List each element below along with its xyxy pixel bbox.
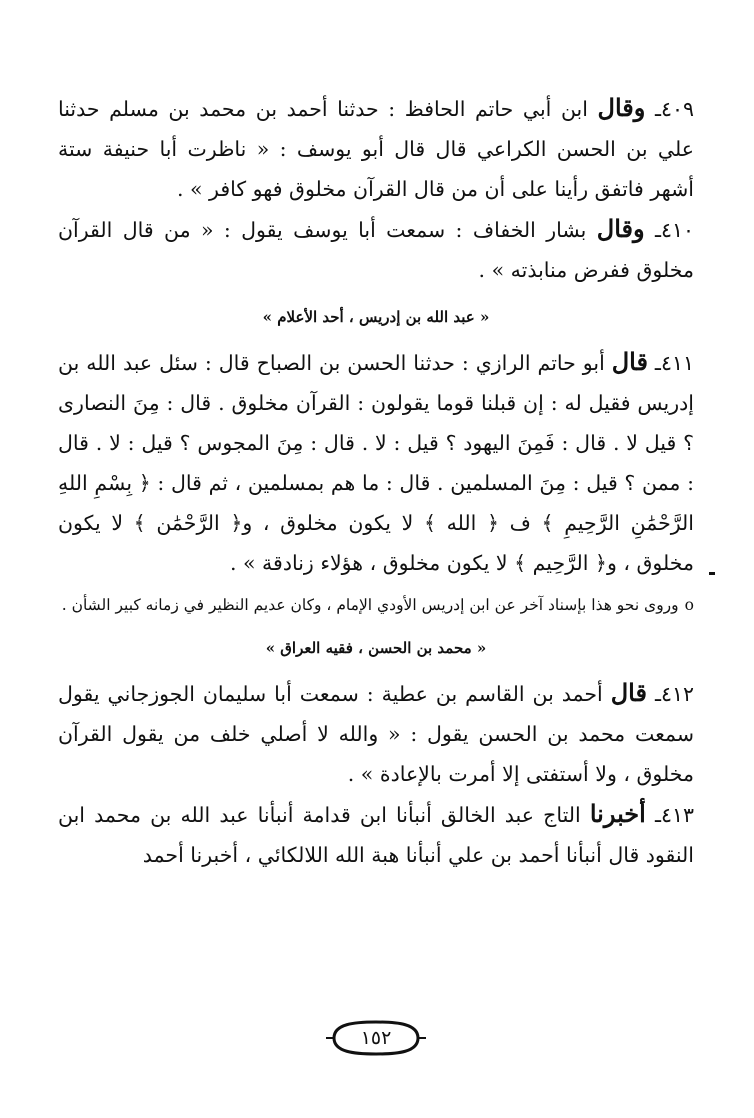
keyword: وقال (597, 93, 646, 122)
keyword: قال (610, 678, 647, 707)
paragraph-412 (58, 673, 694, 794)
keyword: أخبرنا (589, 799, 646, 828)
footnote-text: وروى نحو هذا بإسناد آخر عن ابن إدريس الأودي الإمام ، وكان عديم النظير في زمانه كبير الشأن . (61, 596, 679, 614)
keyword: وقال (596, 214, 645, 243)
paragraph-409 (58, 88, 694, 209)
paragraph-text: ابن أبي حاتم الحافظ : حدثنا أحمد بن محمد بن مسلم حدثنا علي بن الحسن الكراعي قال قال أبو يوسف : « ناظرت أبا حنيفة ستة أشهر فاتفق رأينا على أن من قال القرآن مخلوق فهو كافر » . (58, 97, 694, 201)
paragraph-text: أحمد بن القاسم بن عطية : سمعت أبا سليمان الجوزجاني يقول سمعت محمد بن الحسن يقول : « والله لا أصلي خلف من يقول القرآن مخلوق ، ولا أستفتى إلا أمرت بالإعادة » . (58, 682, 694, 786)
keyword: قال (611, 347, 648, 376)
paragraph-text: أبو حاتم الرازي : حدثنا الحسن بن الصباح قال : سئل عبد الله بن إدريس فقيل له : إن قبلنا قوما يقولون : القرآن مخلوق . قال : مِنَ النصارى ؟ قيل لا . قال : فَمِنَ اليهود ؟ قيل : لا . قال : مِنَ المجوس ؟ قيل : لا . قال : ممن ؟ قيل : مِنَ المسلمين . قال : ما هم بمسلمين ، ثم قال : ﴿ بِسْمِ اللهِ الرَّحْمَٰنِ الرَّحِيمِ ﴾ ف ﴿ الله ﴾ لا يكون مخلوق ، و﴿ الرَّحْمَٰن ﴾ لا يكون مخلوق ، و﴿ الرَّحِيم ﴾ لا يكون مخلوق ، هؤلاء زنادقة » . (58, 351, 694, 575)
paragraph-text: التاج عبد الخالق أنبأنا ابن قدامة أنبأنا عبد الله بن محمد ابن النقود قال أنبأنا أحمد بن علي أنبأنا هبة الله اللالكائي ، أخبرنا أحمد (58, 803, 694, 867)
item-number: ٤٠٩ـ (654, 97, 694, 121)
item-number: ٤١٣ـ (654, 803, 694, 827)
item-number: ٤١١ـ (654, 351, 694, 375)
item-number: ٤١٠ـ (654, 218, 694, 242)
paragraph-413 (58, 794, 694, 875)
paragraph-text: بشار الخفاف : سمعت أبا يوسف يقول : « من قال القرآن مخلوق ففرض منابذته » . (58, 218, 694, 282)
paragraph-410 (58, 209, 694, 290)
section-heading-ibn-idris: « عبد الله بن إدريس ، أحد الأعلام » (262, 308, 490, 326)
page-number: ١٥٢ (360, 1027, 392, 1049)
margin-mark (709, 572, 715, 575)
section-heading-muhammad-ibn-al-hasan: « محمد بن الحسن ، فقيه العراق » (265, 639, 487, 657)
paragraph-411 (58, 342, 694, 583)
page-number-badge (324, 1018, 428, 1058)
book-page (58, 88, 694, 875)
footnote (58, 589, 694, 621)
item-number: ٤١٢ـ (654, 682, 694, 706)
bullet-icon: o (684, 596, 694, 614)
